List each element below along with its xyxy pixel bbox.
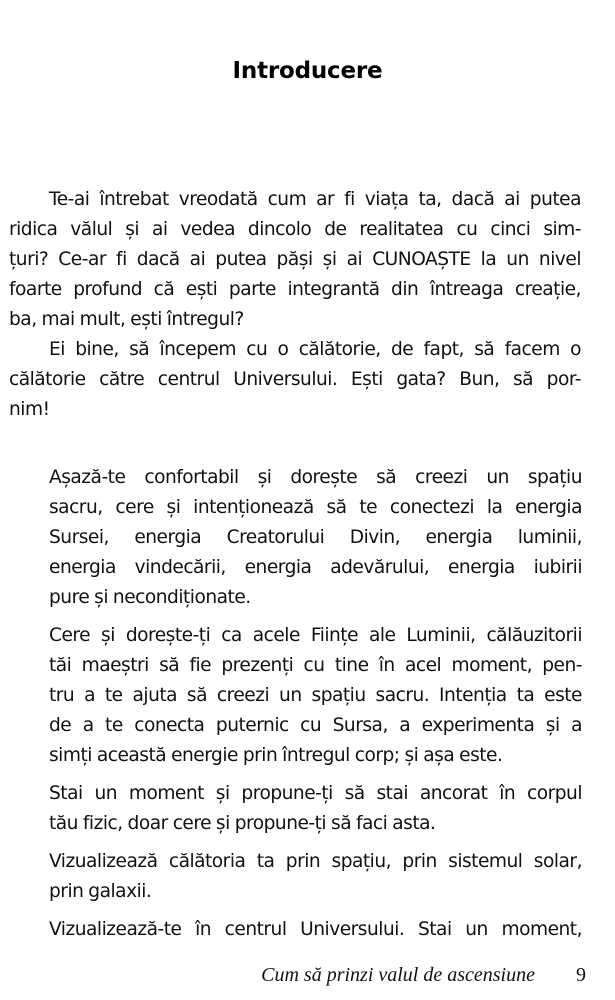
page-number: 9 (576, 964, 586, 986)
text-line: energia vindecării, energia adevărului, energia iubirii (49, 557, 582, 578)
text-line: Așază-te confortabil și dorește să creezi un spațiu (49, 467, 582, 488)
text-line: tru a te ajuta să creezi un spațiu sacru. Intenția ta este (49, 685, 582, 706)
text-line: nim! (9, 399, 50, 420)
text-line: ba, mai mult, ești întregul? (9, 309, 244, 330)
text-line: ridica vălul și ai vedea dincolo de realitatea cu cinci sim- (9, 219, 581, 240)
chapter-title: Introducere (232, 58, 383, 84)
text-line: Te-ai întrebat vreodată cum ar fi viața ta, dacă ai putea (49, 189, 581, 210)
running-title: Cum să prinzi valul de ascensiune (261, 964, 535, 986)
paragraph (49, 779, 582, 839)
page-footer (0, 960, 615, 990)
text-line: pure și necondiționate. (49, 587, 251, 608)
text-line: Cere și dorește-ți ca acele Ființe ale Luminii, călăuzitorii (49, 625, 582, 646)
text-line: tăi maeștri să fie prezenți cu tine în acel moment, pen- (49, 655, 582, 676)
paragraph (49, 847, 582, 907)
text-line: Ei bine, să începem cu o călătorie, de fapt, să facem o (49, 339, 581, 360)
paragraph (49, 621, 582, 771)
text-line: Stai un moment și propune-ți să stai ancorat în corpul (49, 783, 582, 804)
text-line: Vizualizează-te în centrul Universului. Stai un moment, (49, 919, 582, 940)
text-line: Vizualizează călătoria ta prin spațiu, prin sistemul solar, (49, 851, 582, 872)
text-line: Sursei, energia Creatorului Divin, energia luminii, (49, 527, 582, 548)
text-line: țuri? Ce-ar fi dacă ai putea păși și ai CUNOAȘTE la un nivel (9, 249, 581, 270)
paragraph (49, 463, 582, 613)
paragraph (49, 915, 582, 945)
exercise-text (49, 463, 582, 953)
text-line: de a te conecta puternic cu Sursa, a experimenta și a (49, 715, 582, 736)
text-line: călătorie către centrul Universului. Ești gata? Bun, să por- (9, 369, 581, 390)
text-line: simți această energie prin întregul corp; și așa este. (49, 745, 503, 766)
text-line: foarte profund că ești parte integrantă din întreaga creație, (9, 279, 581, 300)
text-line: sacru, cere și intenționează să te conectezi la energia (49, 497, 582, 518)
text-line: tău fizic, doar cere și propune-ți să faci asta. (49, 813, 436, 834)
text-line: prin galaxii. (49, 881, 152, 902)
intro-text (9, 185, 581, 425)
